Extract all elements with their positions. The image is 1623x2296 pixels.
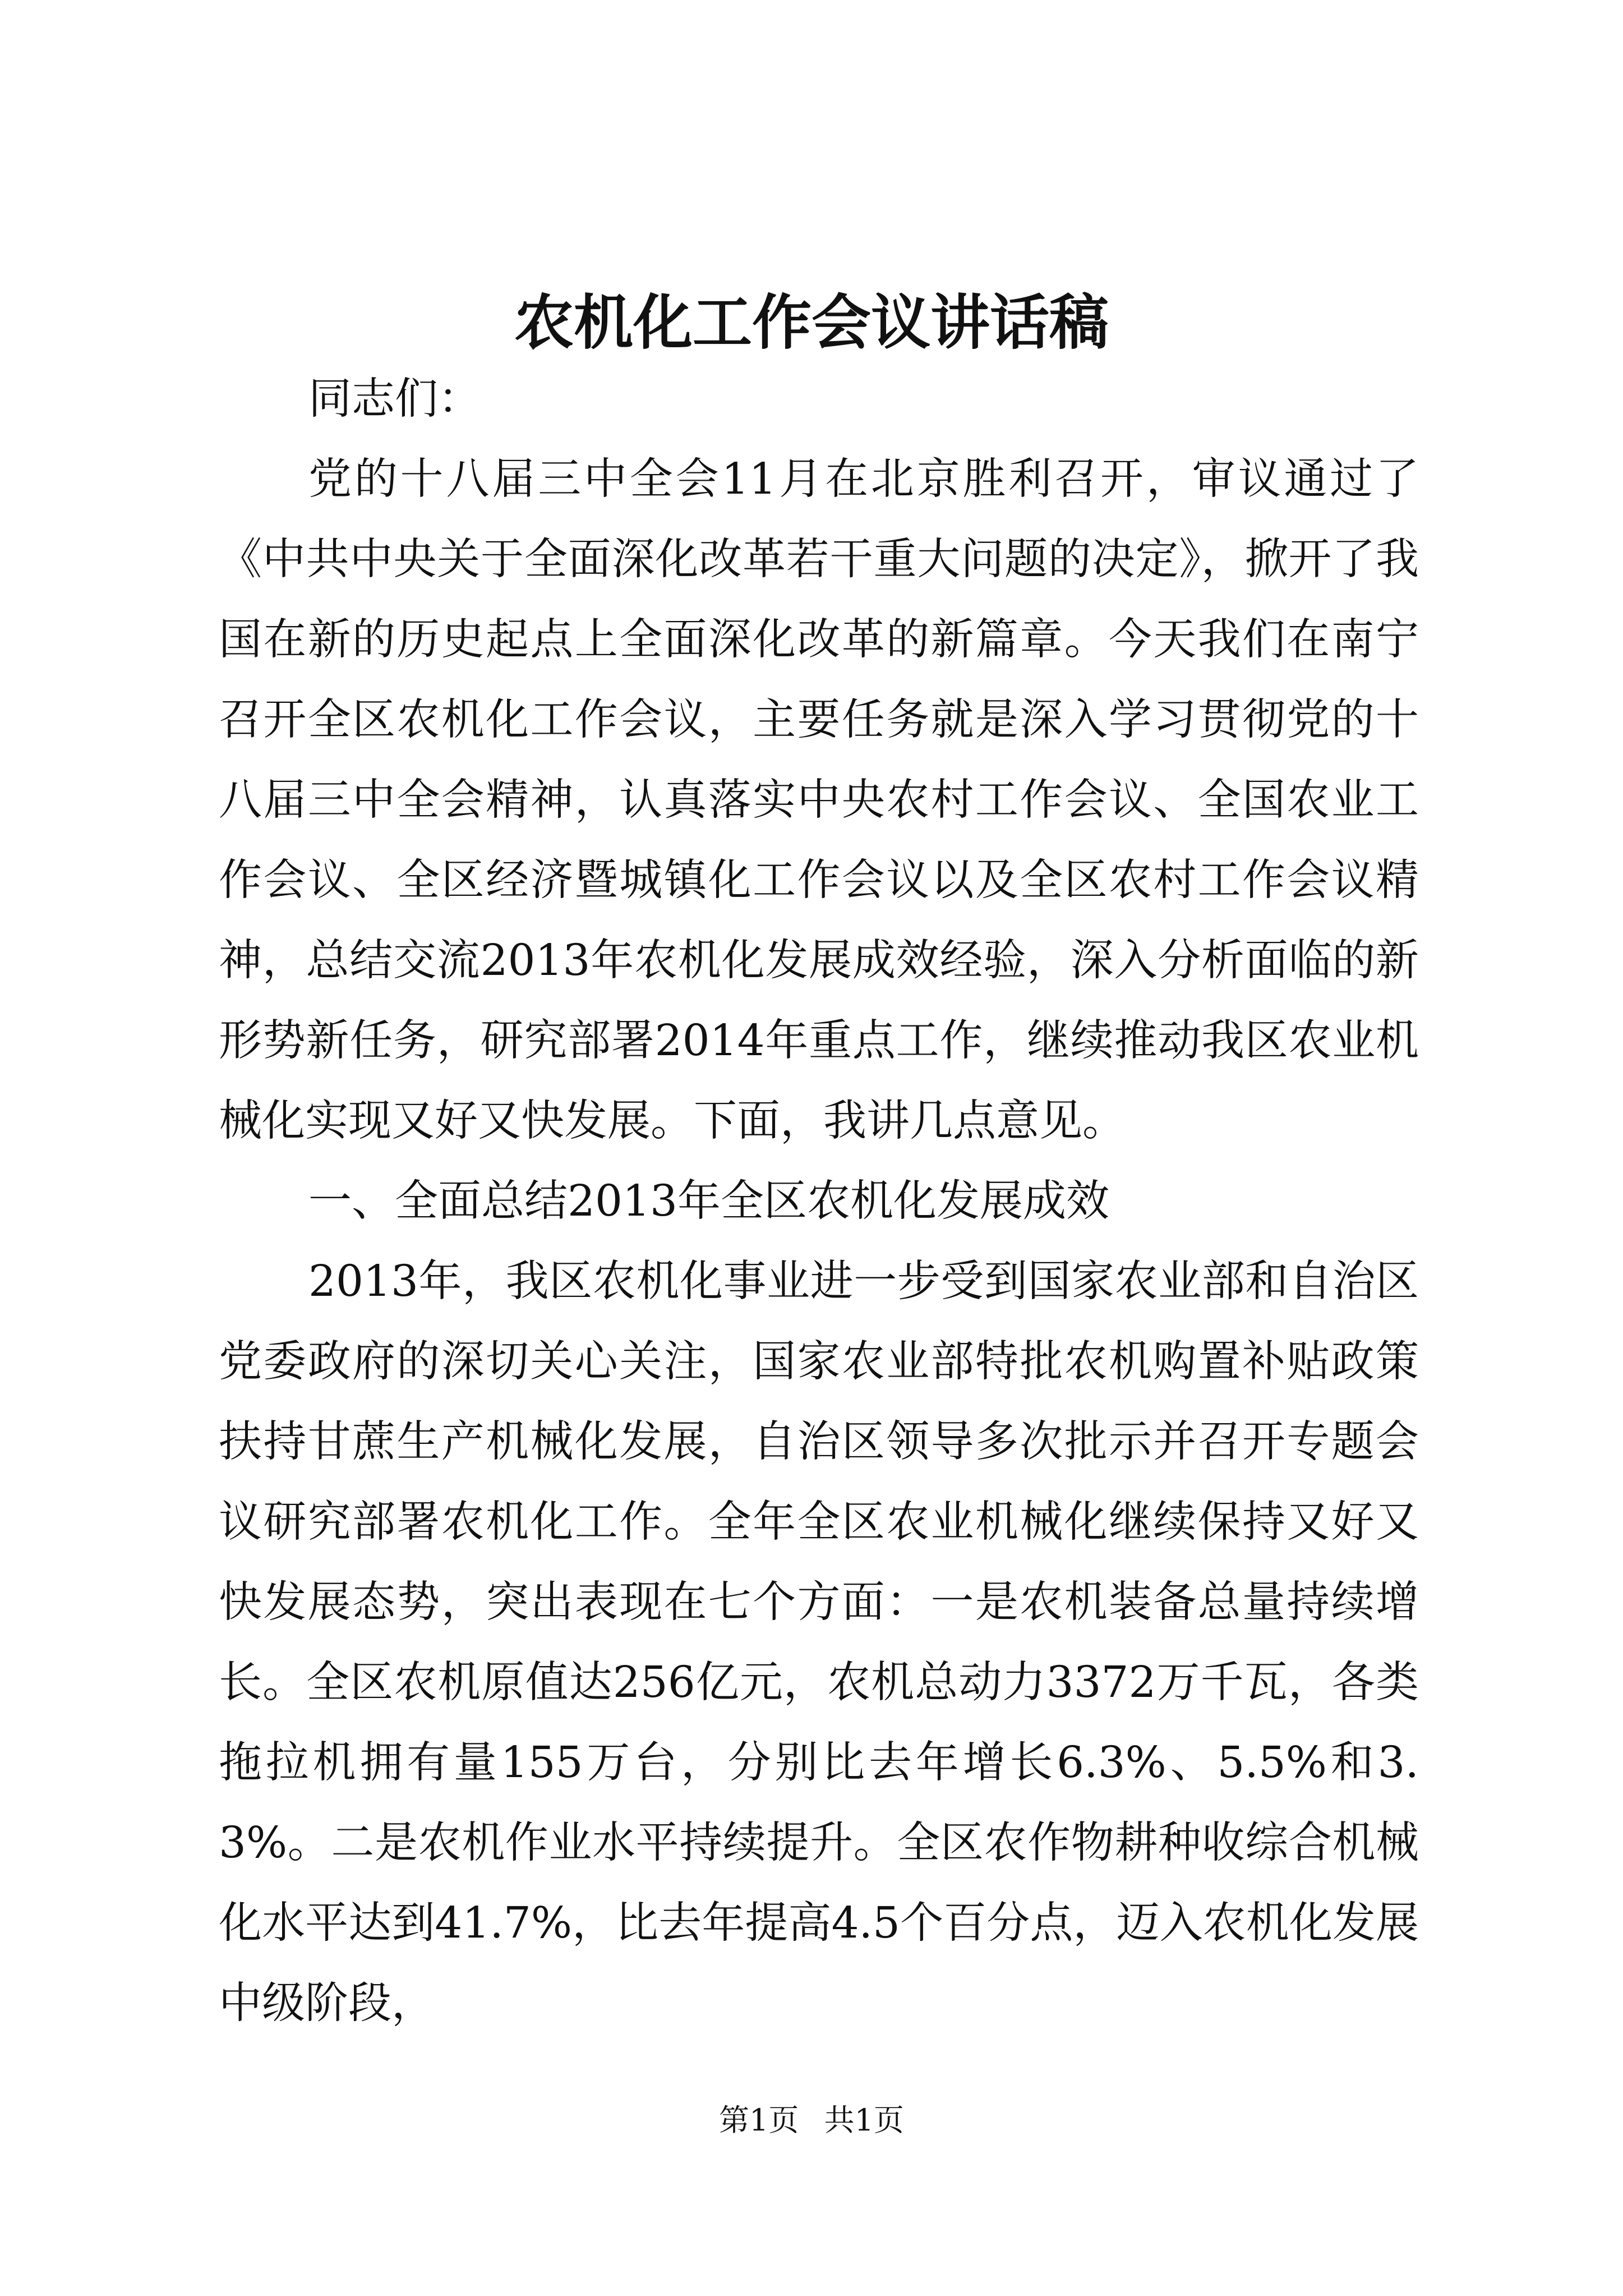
salutation: 同志们： [308,374,481,424]
paragraph-intro: 党的十八届三中全会11月在北京胜利召开，审议通过了《中共中央关于全面深化改革若干重大问题的决定》，掀开了我国在新的历史起点上全面深化改革的新篇章。今天我们在南宁召开全区农机化工作会议，主要任务就是深入学习贯彻党的十八届三中全会精神，认真落实中央农村工作会议、全国农业工作会议、全区经济暨城镇化工作会议以及全区农村工作会议精神，总结交流2013年农机化发展成效经验，深入分析面临的新形势新任务，研究部署2014年重点工作，继续推动我区农业机械化实现又好又快发展。下面，我讲几点意见。 [219,454,1419,1146]
page-number: 第1页 [719,2102,799,2138]
document-title: 农机化工作会议讲话稿 [514,287,1109,357]
section-heading: 一、全面总结2013年全区农机化发展成效 [308,1176,1109,1226]
page-footer [0,2098,1623,2143]
paragraph-section-1: 2013年，我区农机化事业进一步受到国家农业部和自治区党委政府的深切关心关注，国家农业部特批农机购置补贴政策扶持甘蔗生产机械化发展，自治区领导多次批示并召开专题会议研究部署农机化工作。全年全区农业机械化继续保持又好又快发展态势，突出表现在七个方面：一是农机装备总量持续增长。全区农机原值达256亿元，农机总动力3372万千瓦，各类拖拉机拥有量155万台，分别比去年增长6.3%、5.5%和3.3%。二是农机作业水平持续提升。全区农作物耕种收综合机械化水平达到41.7%，比去年提高4.5个百分点，迈入农机化发展中级阶段， [219,1257,1419,2028]
page-total: 共1页 [824,2102,904,2138]
document-body [219,359,1419,2044]
